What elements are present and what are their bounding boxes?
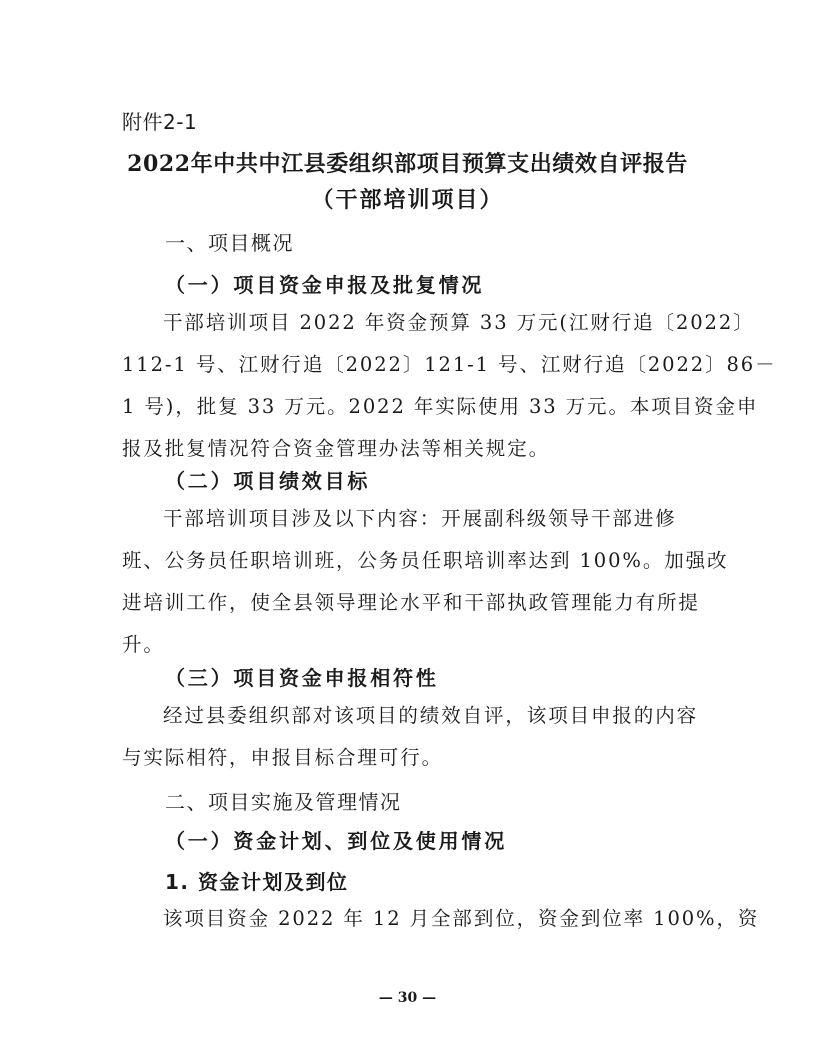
- section-1-2-paragraph: [122, 498, 729, 666]
- paragraph-line: 进培训工作，使全县领导理论水平和干部执政管理能力有所提: [122, 591, 700, 614]
- paragraph-line: 112-1 号、江财行追〔2022〕121-1 号、江财行追〔2022〕86－: [122, 353, 777, 376]
- section-1-2-heading: （二）项目绩效目标: [165, 469, 371, 493]
- paragraph-line: 经过县委组织部对该项目的绩效自评，该项目申报的内容: [163, 704, 699, 727]
- paragraph-line: 该项目资金 2022 年 12 月全部到位，资金到位率 100%，资: [163, 907, 760, 930]
- section-2-1-1-paragraph: [122, 898, 760, 940]
- section-1-3-heading: （三）项目资金申报相符性: [165, 666, 439, 690]
- paragraph-line: 1 号)，批复 33 万元。2022 年实际使用 33 万元。本项目资金申: [122, 395, 759, 418]
- section-1-1-heading: （一）项目资金申报及批复情况: [165, 273, 485, 297]
- page-number: — 30 —: [378, 990, 437, 1006]
- paragraph-line: 干部培训项目 2022 年资金预算 33 万元(江财行追〔2022〕: [163, 311, 755, 334]
- section-2-heading: 二、项目实施及管理情况: [165, 790, 402, 814]
- section-1-1-paragraph: [122, 302, 777, 470]
- section-2-1-heading: （一）资金计划、到位及使用情况: [165, 829, 507, 853]
- paragraph-line: 班、公务员任职培训班，公务员任职培训率达到 100%。加强改: [122, 549, 729, 572]
- report-subtitle: （干部培训项目）: [311, 187, 504, 213]
- report-title: 2022年中共中江县委组织部项目预算支出绩效自评报告: [127, 151, 688, 177]
- section-1-heading: 一、项目概况: [165, 231, 294, 255]
- attachment-label: 附件2-1: [122, 110, 198, 134]
- paragraph-line: 与实际相符，申报目标合理可行。: [122, 746, 444, 769]
- section-2-1-1-heading: 1. 资金计划及到位: [165, 870, 349, 894]
- paragraph-line: 干部培训项目涉及以下内容：开展副科级领导干部进修: [163, 507, 677, 530]
- paragraph-line: 升。: [122, 633, 165, 656]
- paragraph-line: 报及批复情况符合资金管理办法等相关规定。: [122, 437, 551, 460]
- section-1-3-paragraph: [122, 695, 700, 779]
